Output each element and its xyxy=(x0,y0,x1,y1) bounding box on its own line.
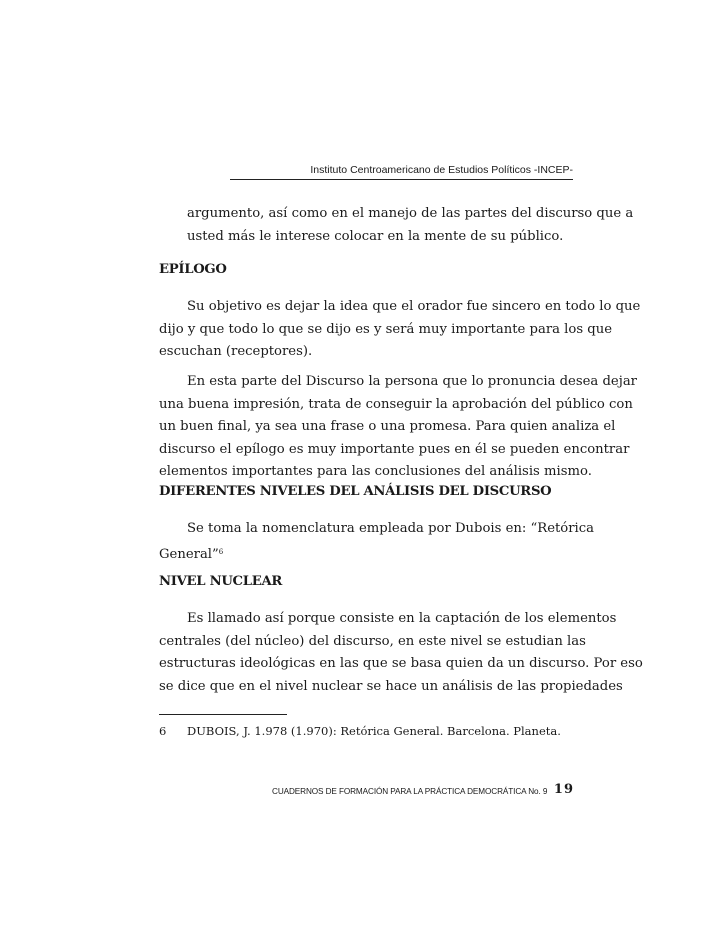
page-number: 19 xyxy=(553,782,574,797)
text-line: En esta parte del Discurso la persona que lo pronuncia desea dejar xyxy=(187,374,637,389)
text-line: un buen final, ya sea una frase o una promesa. Para quien analiza el xyxy=(159,419,616,434)
footnote-rule xyxy=(159,714,287,715)
text-fragment: General” xyxy=(159,546,219,562)
text-line: argumento, así como en el manejo de las partes del discurso que a xyxy=(187,206,634,221)
text-line: usted más le interese colocar en la mente de su público. xyxy=(187,228,564,244)
section-heading-epilogo: EPÍLOGO xyxy=(159,262,227,277)
text-line: Su objetivo es dejar la idea que el orador fue sincero en todo lo que xyxy=(187,299,641,314)
text-line: escuchan (receptores). xyxy=(159,344,313,359)
running-footer: CUADERNOS DE FORMACIÓN PARA LA PRÁCTICA DEMOCRÁTICA No. 9 xyxy=(272,787,548,796)
text-line: una buena impresión, trata de conseguir la aprobación del público con xyxy=(159,396,633,412)
text-line: se dice que en el nivel nuclear se hace un análisis de las propiedades xyxy=(159,678,623,694)
epilogo-paragraph-2 xyxy=(159,371,637,484)
epilogo-paragraph-1 xyxy=(159,296,641,364)
section-heading-niveles: DIFERENTES NIVELES DEL ANÁLISIS DEL DISCURSO xyxy=(159,484,552,499)
text-line: elementos importantes para las conclusiones del análisis mismo. xyxy=(159,464,592,479)
text-line: Es llamado así porque consiste en la captación de los elementos xyxy=(187,611,617,626)
header-rule xyxy=(230,179,573,180)
running-header: Instituto Centroamericano de Estudios Políticos -INCEP- xyxy=(310,164,573,176)
continuation-paragraph xyxy=(187,203,634,248)
text-line: centrales (del núcleo) del discurso, en este nivel se estudian las xyxy=(159,633,586,649)
text-line: estructuras ideológicas en las que se basa quien da un discurso. Por eso xyxy=(159,656,643,671)
text-line xyxy=(159,541,573,567)
niveles-paragraph xyxy=(159,518,595,566)
footnote xyxy=(159,723,561,739)
text-line: discurso el epílogo es muy importante pues en él se pueden encontrar xyxy=(159,441,630,457)
nuclear-paragraph xyxy=(159,608,643,698)
footnote-number: 6 xyxy=(159,724,167,738)
text-line: dijo y que todo lo que se dijo es y será muy importante para los que xyxy=(159,321,613,337)
footnote-reference: 6 xyxy=(218,547,224,556)
footnote-text: DUBOIS, J. 1.978 (1.970): Retórica General. Barcelona. Planeta. xyxy=(187,724,561,738)
section-heading-nuclear: NIVEL NUCLEAR xyxy=(159,574,283,589)
text-line: Se toma la nomenclatura empleada por Dubois en: “Retórica xyxy=(187,521,595,536)
